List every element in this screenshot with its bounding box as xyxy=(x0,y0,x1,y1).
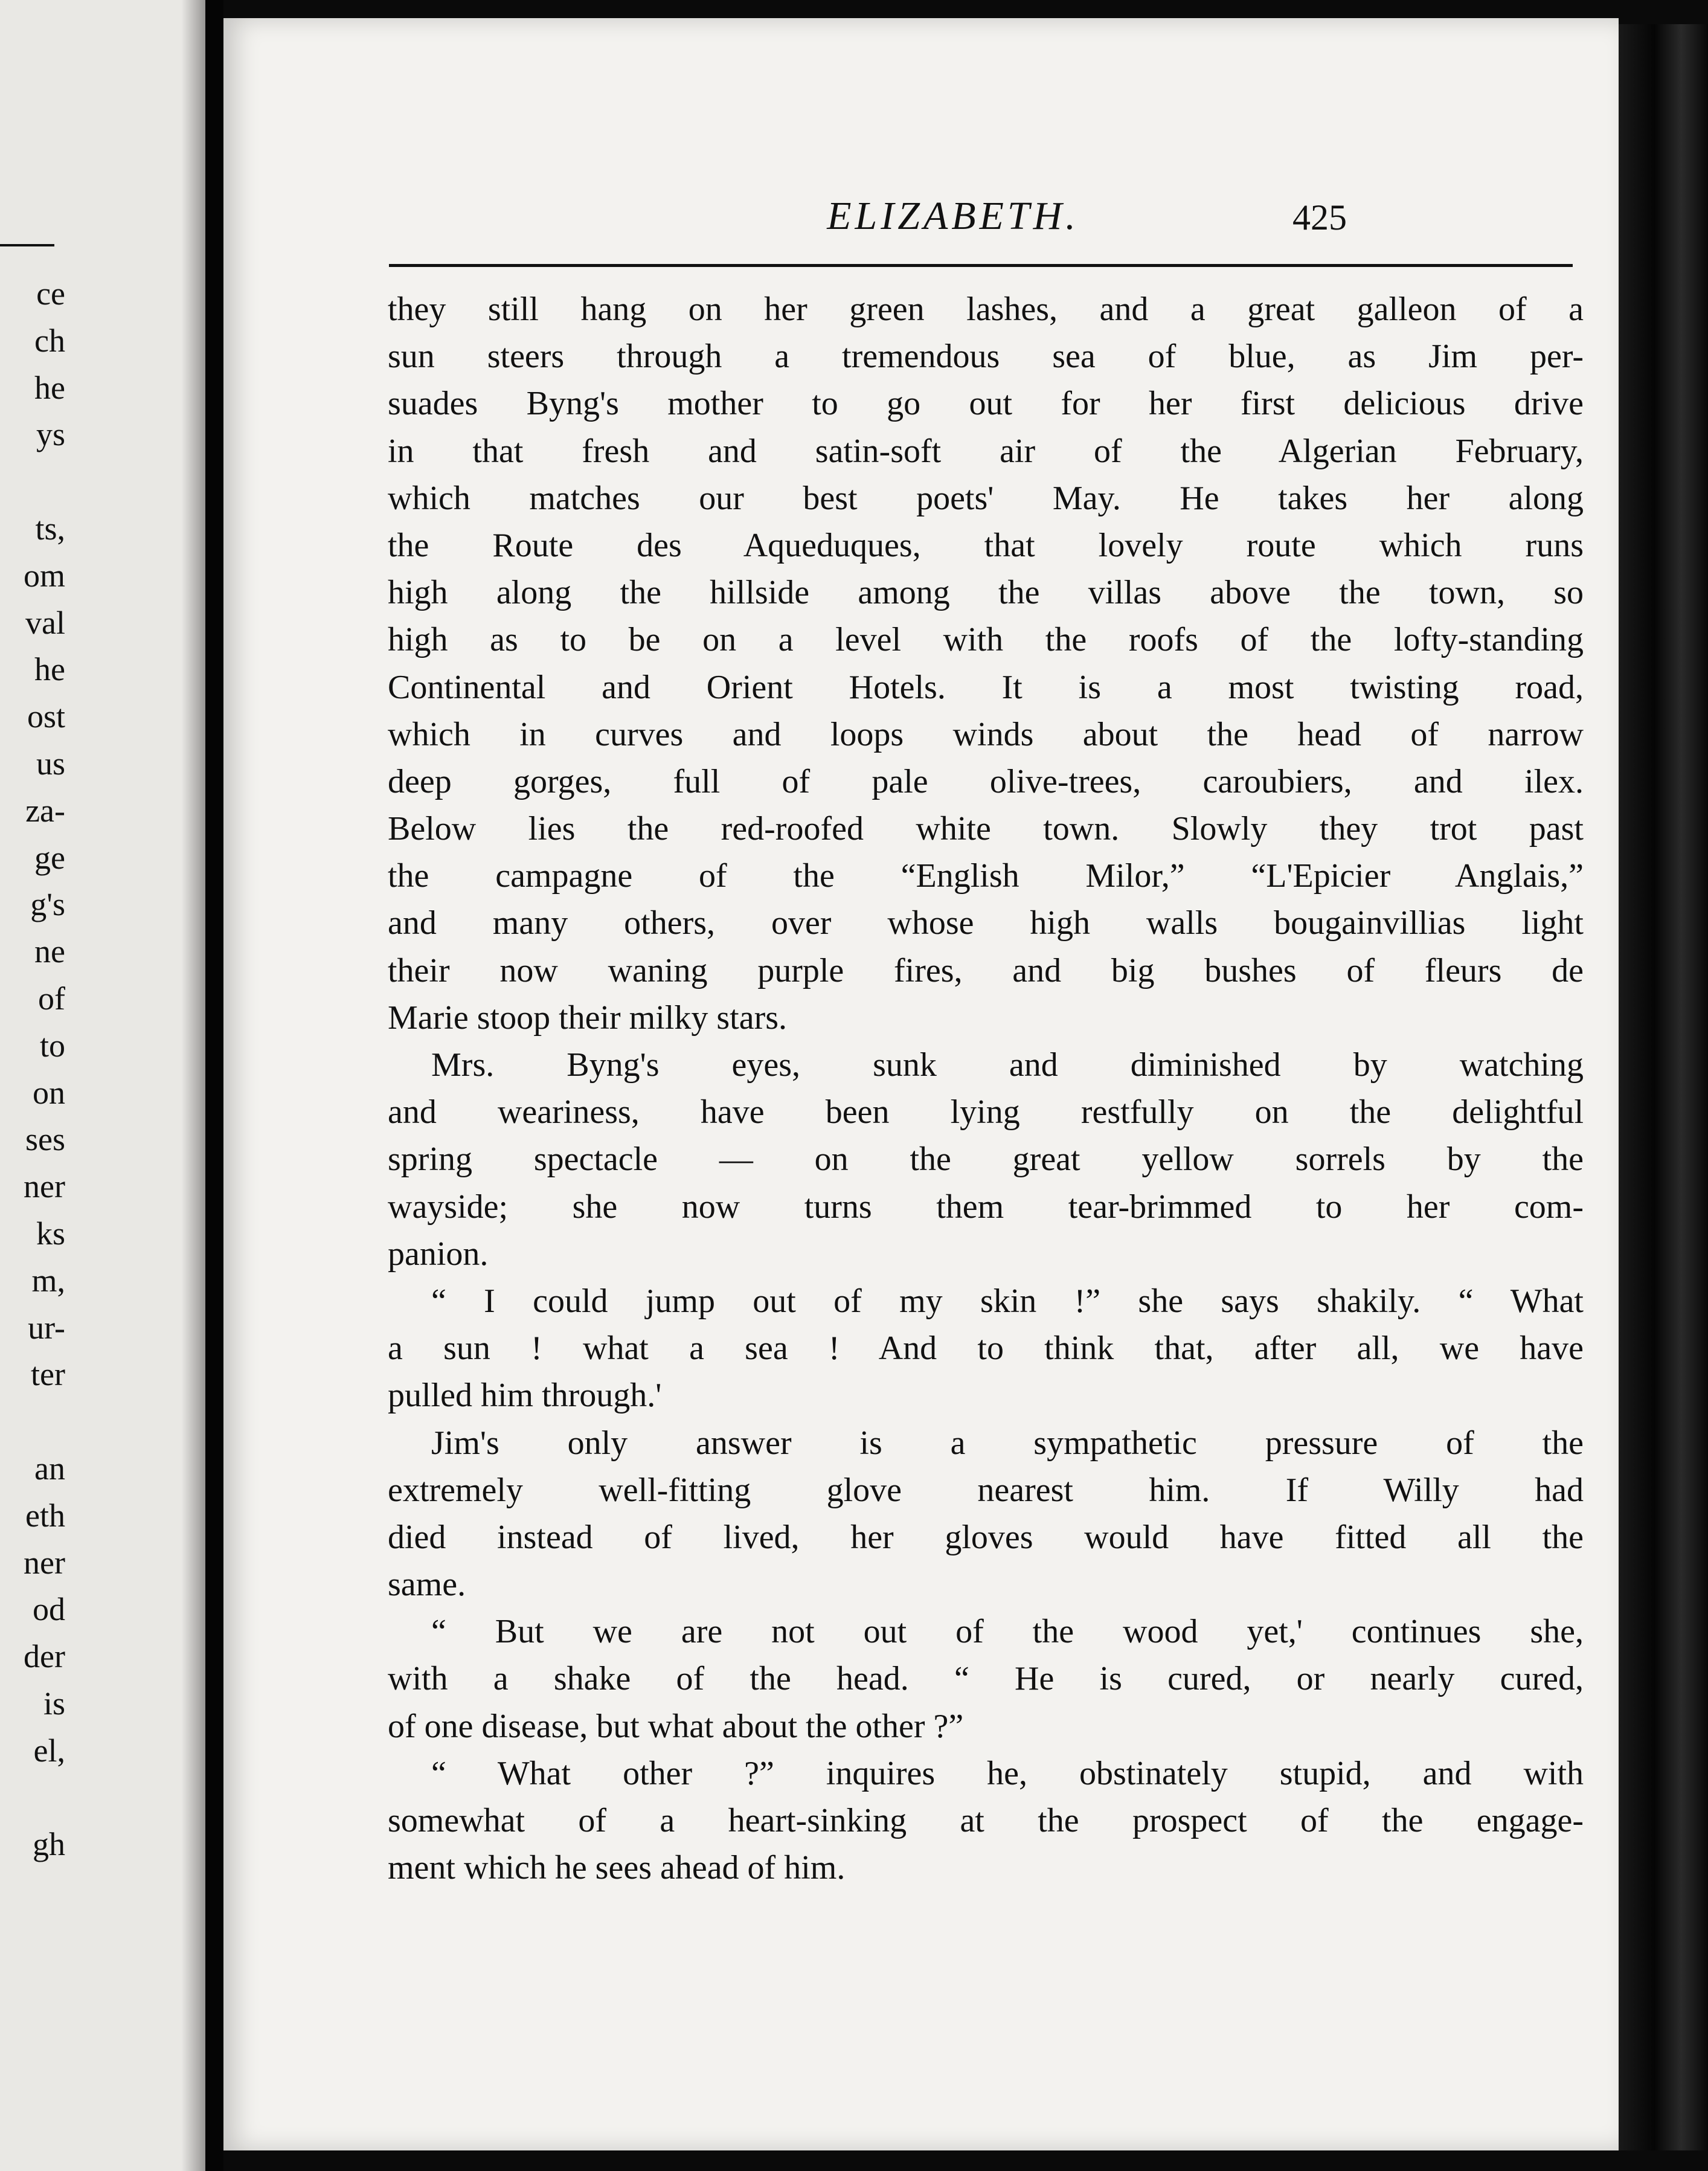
text-line: “ I could jump out of my skin !” she says shakily. “ What xyxy=(431,1282,1584,1320)
previous-page-line: ne xyxy=(34,933,65,970)
text-line: Continental and Orient Hotels. It is a most twisting road, xyxy=(388,668,1584,706)
text-line: suades Byng's mother to go out for her first delicious drive xyxy=(388,385,1584,423)
previous-page-line: ts, xyxy=(35,510,65,547)
text-line: the Route des Aqueduques, that lovely route which runs xyxy=(388,526,1584,564)
previous-page-line: ks xyxy=(36,1215,65,1252)
body-text xyxy=(388,286,1584,1891)
previous-page-text xyxy=(0,271,65,1868)
text-line: Mrs. Byng's eyes, sunk and diminished by watching xyxy=(431,1046,1584,1084)
previous-page-line: val xyxy=(25,604,65,641)
previous-page-line: ce xyxy=(36,275,65,312)
text-line: high along the hillside among the villas above the town, so xyxy=(388,574,1584,612)
text-line: spring spectacle — on the great yellow sorrels by the xyxy=(388,1140,1584,1179)
previous-page-line: el, xyxy=(33,1732,65,1769)
previous-page-line: he xyxy=(34,369,65,406)
text-line: sun steers through a tremendous sea of blue, as Jim per- xyxy=(388,338,1584,376)
text-line: extremely well-fitting glove nearest him. If Willy had xyxy=(388,1471,1584,1509)
previous-page-line: ys xyxy=(36,416,65,453)
previous-page-line: za- xyxy=(25,792,65,829)
text-line: Jim's only answer is a sympathetic pressure of the xyxy=(431,1424,1584,1462)
page-number: 425 xyxy=(1292,198,1347,237)
text-line: of one disease, but what about the other ?” xyxy=(388,1707,964,1745)
text-line: wayside; she now turns them tear-brimmed to her com- xyxy=(388,1188,1584,1226)
previous-page-line: eth xyxy=(25,1497,65,1534)
text-line: in that fresh and satin-soft air of the Algerian February, xyxy=(388,432,1584,470)
previous-page-line xyxy=(0,1775,65,1822)
text-line: their now waning purple fires, and big bushes of fleurs de xyxy=(388,951,1584,989)
book-spine-gutter xyxy=(205,0,223,2171)
running-head xyxy=(223,193,1619,242)
text-line: somewhat of a heart-sinking at the prospect of the engage- xyxy=(388,1802,1584,1839)
text-line: high as to be on a level with the roofs of the lofty-standing xyxy=(388,621,1584,659)
text-line: died instead of lived, her gloves would have fitted all the xyxy=(388,1518,1584,1556)
previous-page-header-rule xyxy=(0,244,54,246)
previous-page-line: m, xyxy=(31,1262,65,1299)
previous-page-line: ge xyxy=(34,839,65,876)
text-line: deep gorges, full of pale olive-trees, caroubiers, and ilex. xyxy=(388,762,1584,800)
gutter-shadow xyxy=(181,0,205,2171)
text-line: they still hang on her green lashes, and a great galleon of a xyxy=(388,291,1584,328)
previous-page-line: he xyxy=(34,651,65,688)
previous-page-line: g's xyxy=(30,886,65,923)
previous-page-line: ner xyxy=(24,1168,65,1205)
text-line: a sun ! what a sea ! And to think that, after all, we have xyxy=(388,1330,1584,1368)
text-line: “ But we are not out of the wood yet,' continues she, xyxy=(431,1613,1584,1651)
text-line: pulled him through.' xyxy=(388,1377,662,1415)
previous-page-line: der xyxy=(24,1638,65,1675)
text-line: Below lies the red-roofed white town. Slowly they trot past xyxy=(388,810,1584,848)
previous-page-line: ter xyxy=(31,1356,65,1393)
previous-page-line: ur- xyxy=(28,1309,65,1346)
previous-page-line: of xyxy=(38,980,65,1017)
previous-page-line xyxy=(0,458,65,506)
text-line: and weariness, have been lying restfully on the delightful xyxy=(388,1093,1584,1131)
previous-page-line: to xyxy=(39,1027,65,1064)
text-line: panion. xyxy=(388,1235,489,1273)
running-title: ELIZABETH. xyxy=(827,194,1079,238)
previous-page-line xyxy=(0,1398,65,1446)
text-line: with a shake of the head. “ He is cured, or nearly cured, xyxy=(388,1660,1584,1698)
text-line: “ What other ?” inquires he, obstinately stupid, and with xyxy=(431,1754,1584,1792)
previous-page-line: on xyxy=(33,1074,65,1111)
header-rule xyxy=(389,264,1573,267)
previous-page-line: an xyxy=(34,1450,65,1487)
previous-page-line: ses xyxy=(25,1121,65,1158)
text-line: Marie stoop their milky stars. xyxy=(388,999,788,1037)
text-line: the campagne of the “English Milor,” “L'Epicier Anglais,” xyxy=(388,857,1584,895)
text-line: and many others, over whose high walls bougainvillias light xyxy=(388,904,1584,942)
text-line: same. xyxy=(388,1566,466,1604)
page-edge xyxy=(1619,24,1708,2150)
book-page xyxy=(223,18,1619,2150)
previous-page-line: od xyxy=(33,1591,65,1628)
previous-page xyxy=(0,0,205,2171)
previous-page-line: ost xyxy=(27,698,65,735)
text-line: which in curves and loops winds about the head of narrow xyxy=(388,715,1584,753)
previous-page-line: gh xyxy=(33,1826,65,1863)
previous-page-line: ch xyxy=(34,322,65,359)
text-line: ment which he sees ahead of him. xyxy=(388,1849,846,1887)
previous-page-line: us xyxy=(36,745,65,782)
previous-page-line: is xyxy=(43,1685,65,1722)
previous-page-line: om xyxy=(23,557,65,594)
previous-page-line: ner xyxy=(24,1544,65,1581)
text-line: which matches our best poets' May. He takes her along xyxy=(388,479,1584,517)
